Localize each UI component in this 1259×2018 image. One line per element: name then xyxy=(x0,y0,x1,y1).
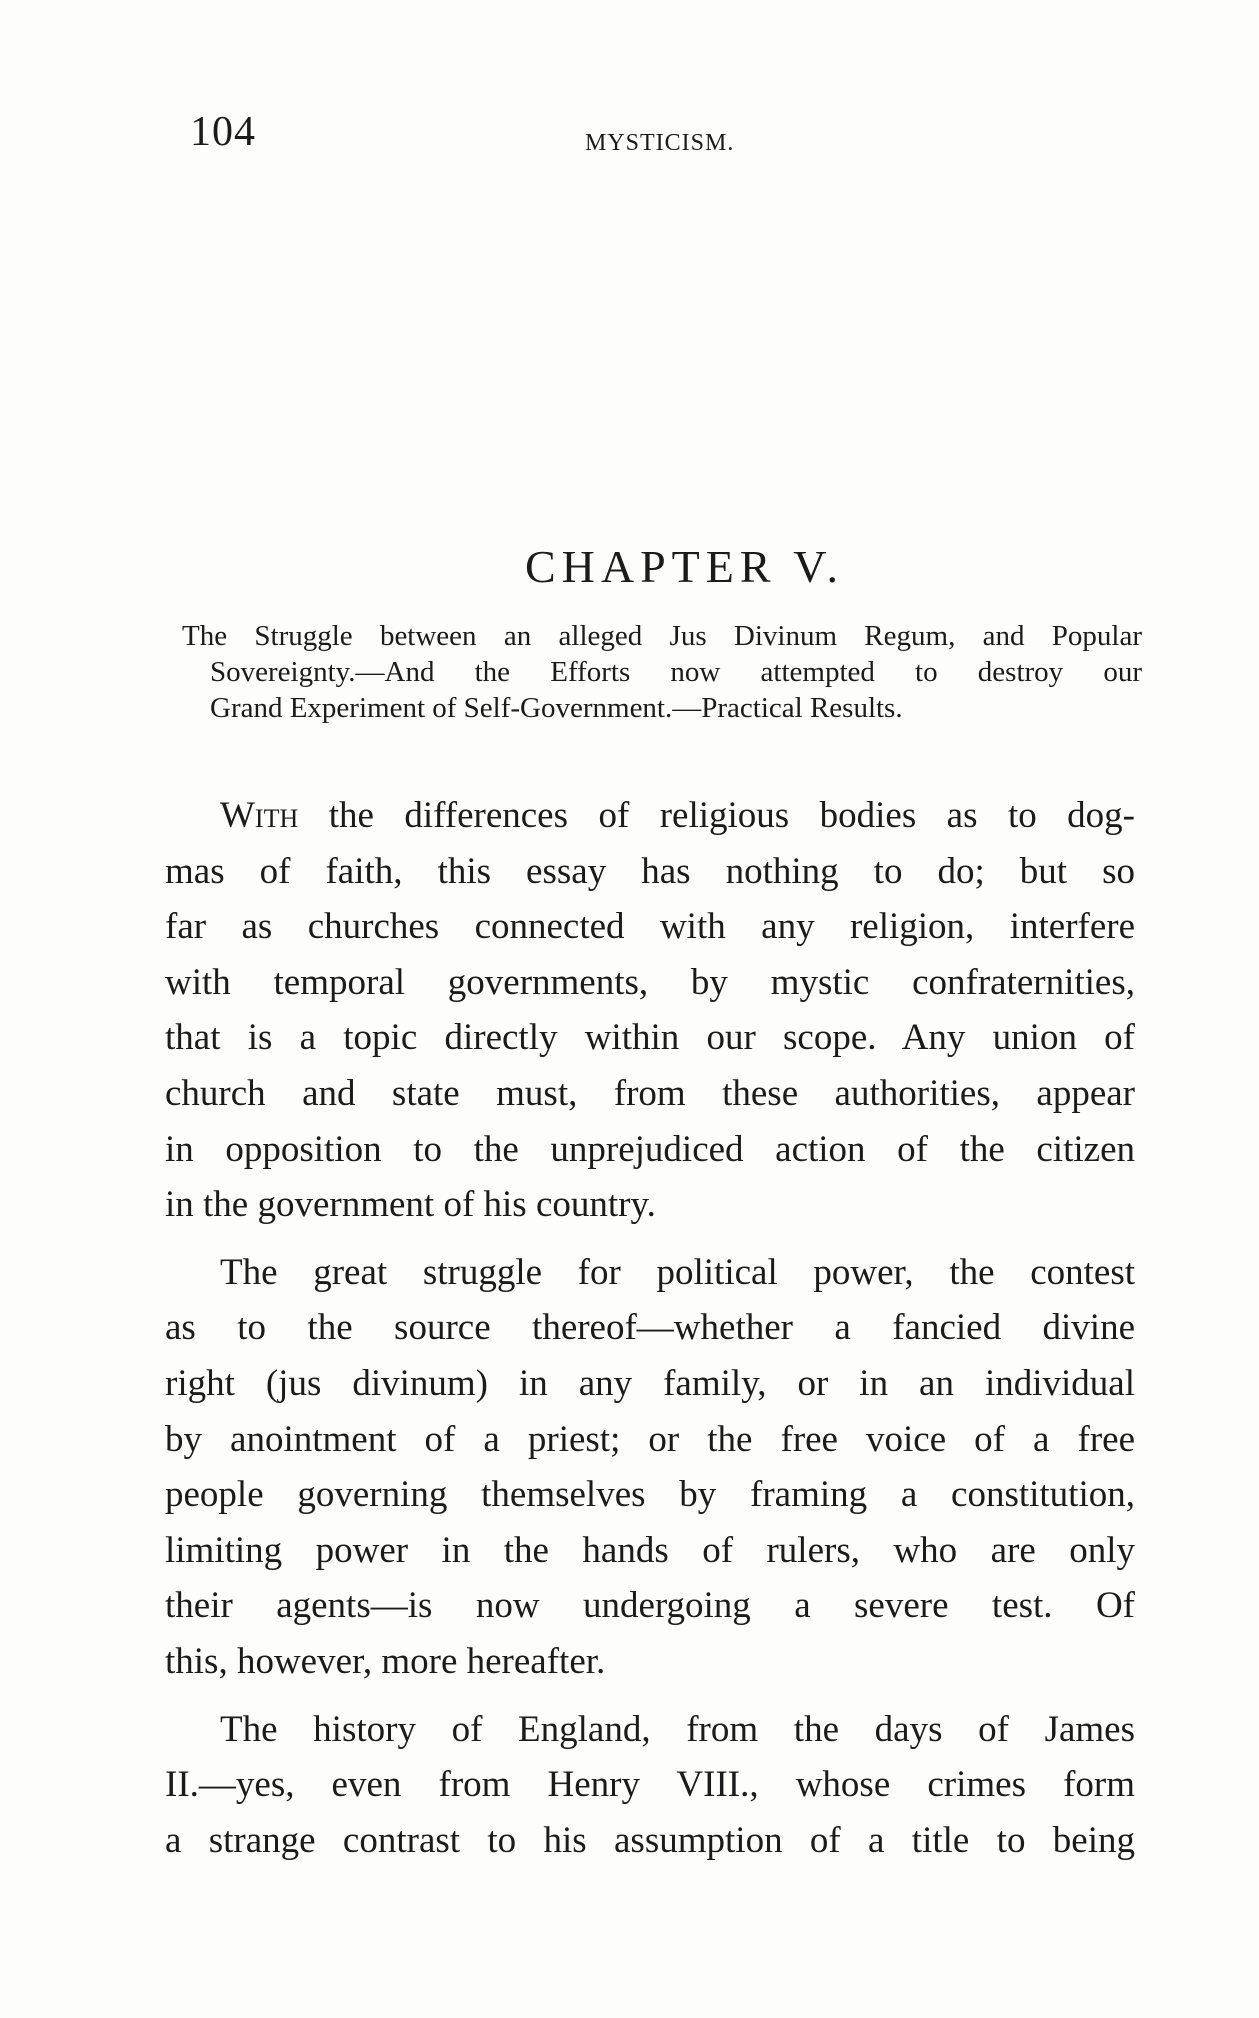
text-line: with temporal governments, by mystic confraternities, xyxy=(165,961,1135,1003)
page-number: 104 xyxy=(190,109,256,155)
text-line: as to the source thereof—whether a fancied divine xyxy=(165,1307,1135,1349)
text-line: mas of faith, this essay has nothing to do; but so xyxy=(165,850,1135,892)
text-line: church and state must, from these authorities, appear xyxy=(165,1072,1135,1114)
paragraph-2 xyxy=(165,1245,1135,1690)
text-line: far as churches connected with any religion, interfere xyxy=(165,906,1135,948)
text-line-rest: the differences of religious bodies as to dog- xyxy=(298,795,1135,836)
running-head: MYSTICISM. xyxy=(585,130,735,156)
text-line: a strange contrast to his assumption of a title to being xyxy=(165,1819,1135,1861)
synopsis-line: Grand Experiment of Self-Government.—Practical Results. xyxy=(210,692,903,724)
text-line: their agents—is now undergoing a severe test. Of xyxy=(165,1585,1135,1627)
text-line: in the government of his country. xyxy=(165,1184,656,1226)
chapter-synopsis xyxy=(182,618,1142,726)
text-line: limiting power in the hands of rulers, who are only xyxy=(165,1529,1135,1571)
text-line: The history of England, from the days of James xyxy=(220,1708,1135,1750)
text-line: that is a topic directly within our scope. Any union of xyxy=(165,1017,1135,1059)
paragraph-gap xyxy=(165,1690,1135,1702)
text-line: people governing themselves by framing a constitution, xyxy=(165,1474,1135,1516)
text-line: in opposition to the unprejudiced action of the citizen xyxy=(165,1128,1135,1170)
synopsis-line: Sovereignty.—And the Efforts now attempted to destroy our xyxy=(210,656,1142,688)
text-line xyxy=(165,788,1135,844)
text-line: II.—yes, even from Henry VIII., whose crimes form xyxy=(165,1764,1135,1806)
paragraph-3 xyxy=(165,1702,1135,1869)
paragraph-1 xyxy=(165,788,1135,1233)
text-line: this, however, more hereafter. xyxy=(165,1640,606,1682)
text-line: by anointment of a priest; or the free voice of a free xyxy=(165,1418,1135,1460)
synopsis-line: The Struggle between an alleged Jus Divinum Regum, and Popular xyxy=(182,620,1142,652)
chapter-title: CHAPTER V. xyxy=(524,541,845,592)
body-text xyxy=(165,788,1135,1868)
text-line: The great struggle for political power, the contest xyxy=(220,1251,1135,1293)
lead-word: With xyxy=(220,795,299,836)
text-line: right (jus divinum) in any family, or in an individual xyxy=(165,1362,1135,1404)
paragraph-gap xyxy=(165,1233,1135,1245)
page-header xyxy=(190,108,1060,168)
